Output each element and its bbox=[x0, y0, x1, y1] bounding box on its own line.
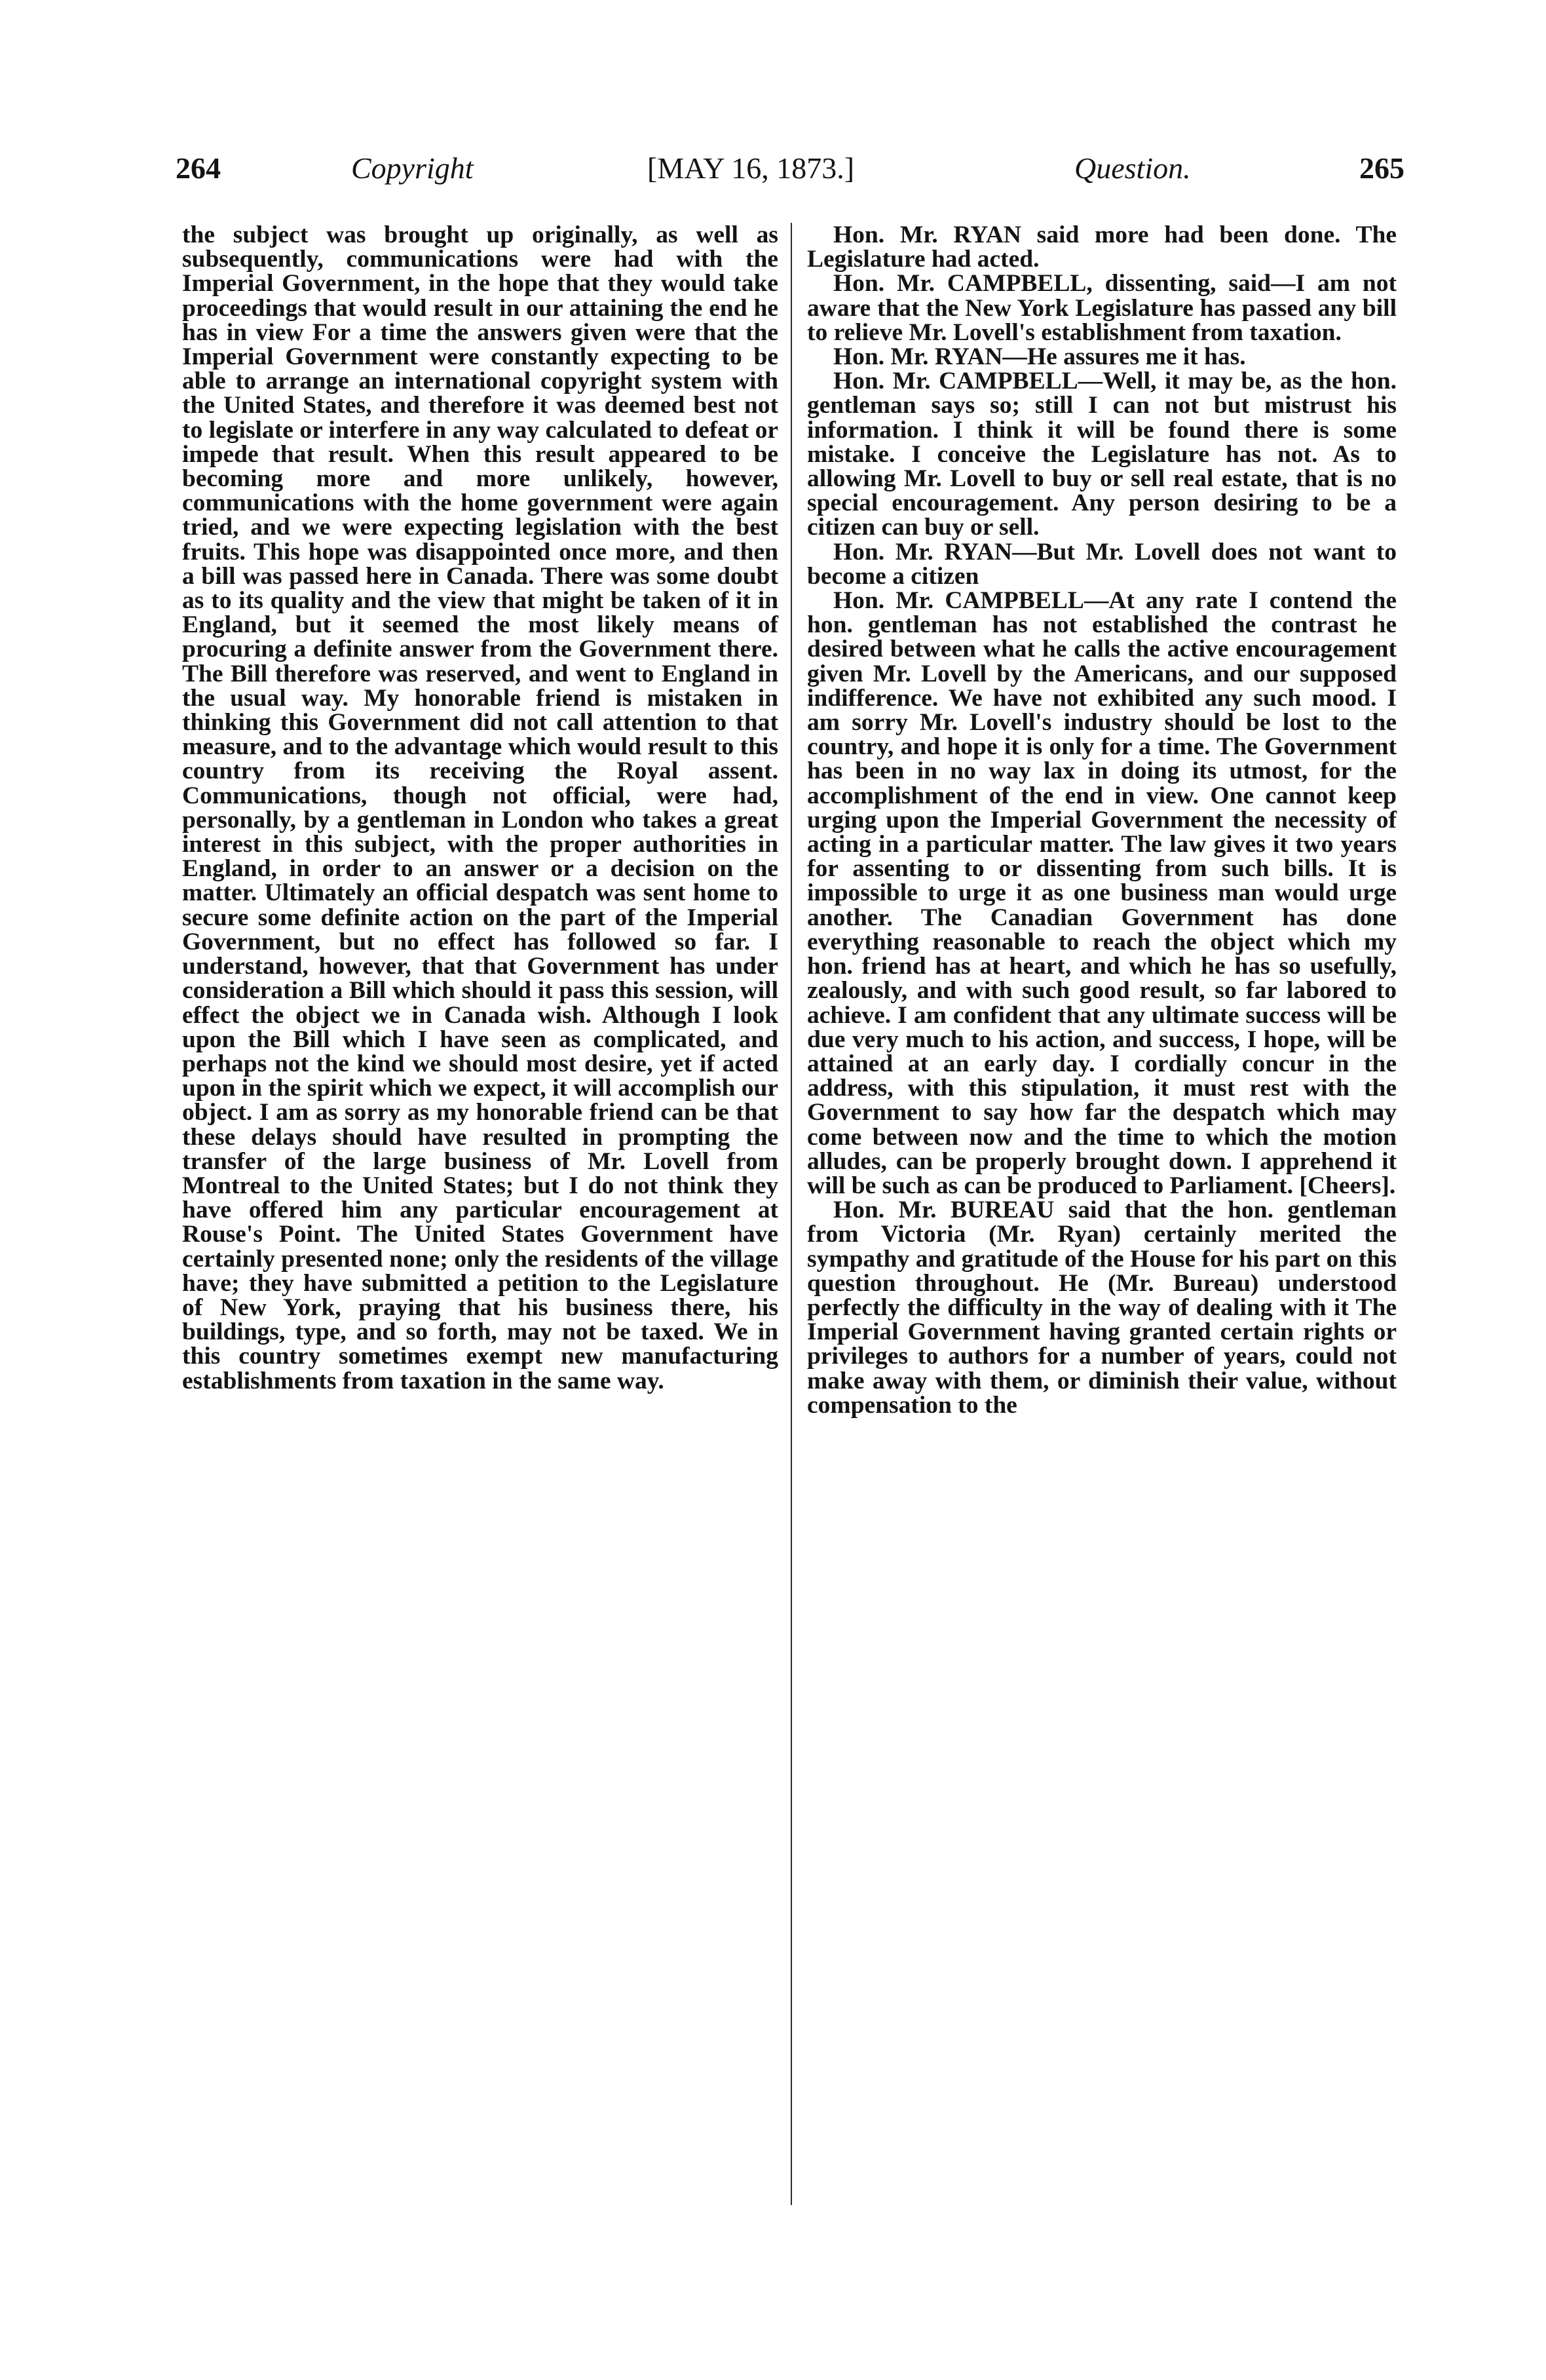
session-date: [MAY 16, 1873.] bbox=[647, 151, 855, 185]
body-paragraph: Hon. Mr. RYAN said more had been done. The Legislature had acted. bbox=[807, 221, 1397, 273]
body-paragraph: Hon. Mr. CAMPBELL—Well, it may be, as the hon. gentleman says so; still I can not but mistrust his information. I think it will be found there is some mistake. I conceive the Legislature has not. As to allowing Mr. Lovell to buy or sell real estate, that is no special encouragement. Any person desiring to be a citizen can buy or sell. bbox=[807, 368, 1397, 541]
column-divider bbox=[791, 223, 792, 2205]
body-paragraph: Hon. Mr. CAMPBELL—At any rate I contend the hon. gentleman has not established the contrast he desired between what he calls the active encouragement given Mr. Lovell by the Americans, and our supposed indifference. We have not exhibited any such mood. I am sorry Mr. Lovell's industry should be lost to the country, and hope it is only for a time. The Government has been in no way lax in doing its utmost, for the accomplishment of the end in view. One cannot keep urging upon the Imperial Government the necessity of acting in a particular matter. The law gives it two years for assenting to or dissenting from such bills. It is impossible to urge it as one business man would urge another. The Canadian Government has done everything reasonable to reach the object which my hon. friend has at heart, and which he has so usefully, zealously, and with such good result, so far labored to achieve. I am confident that any ultimate success will be due very much to his action, and success, I hope, will be attained at an early day. I cordially concur in the address, with this stipulation, it must rest with the Government to say how far the despatch which may come between now and the time to which the motion alludes, can be properly brought down. I apprehend it will be such as can be produced to Parliament. [Cheers]. bbox=[807, 587, 1397, 1199]
body-paragraph: Hon. Mr. BUREAU said that the hon. gentleman from Victoria (Mr. Ryan) certainly merited the sympathy and gratitude of the House for his part on this question throughout. He (Mr. Bureau) understood perfectly the difficulty in the way of dealing with it The Imperial Government having granted certain rights or privileges to authors for a number of years, could not make away with them, or diminish their value, without compensation to the bbox=[807, 1197, 1397, 1419]
body-paragraph: Hon. Mr. RYAN—But Mr. Lovell does not want to become a citizen bbox=[807, 538, 1397, 590]
right-column bbox=[807, 223, 1397, 1417]
left-column bbox=[182, 223, 778, 1393]
body-paragraph: Hon. Mr. CAMPBELL, dissenting, said—I am not aware that the New York Legislature has passed any bill to relieve Mr. Lovell's establishment from taxation. bbox=[807, 270, 1397, 346]
running-title-right: Question. bbox=[1074, 151, 1191, 185]
body-paragraph: Hon. Mr. RYAN—He assures me it has. bbox=[833, 343, 1246, 371]
running-title-left: Copyright bbox=[351, 151, 474, 185]
page-number-left: 264 bbox=[176, 151, 221, 185]
page-number-right: 265 bbox=[1359, 151, 1405, 185]
running-head bbox=[176, 145, 1405, 191]
body-paragraph: the subject was brought up originally, as well as subsequently, communications were had with the Imperial Government, in the hope that they would take proceedings that would result in our attaining the end he has in view For a time the answers given were that the Imperial Government were constantly expecting to be able to arrange an international copyright system with the United States, and therefore it was deemed best not to legislate or interfere in any way calculated to defeat or impede that result. When this result appeared to be becoming more and more unlikely, however, communications with the home government were again tried, and we were expecting legislation with the best fruits. This hope was disappointed once more, and then a bill was passed here in Canada. There was some doubt as to its quality and the view that might be taken of it in England, but it seemed the most likely means of procuring a definite answer from the Government there. The Bill therefore was reserved, and went to England in the usual way. My honorable friend is mistaken in thinking this Government did not call attention to that measure, and to the advantage which would result to this country from its receiving the Royal assent. Communications, though not official, were had, personally, by a gentleman in London who takes a great interest in this subject, with the proper authorities in England, in order to an answer or a decision on the matter. Ultimately an official despatch was sent home to secure some definite action on the part of the Imperial Government, but no effect has followed so far. I understand, however, that that Government has under consideration a Bill which should it pass this session, will effect the object we in Canada wish. Although I look upon the Bill which I have seen as complicated, and perhaps not the kind we should most desire, yet if acted upon in the spirit which we expect, it will accomplish our object. I am as sorry as my honorable friend can be that these delays should have resulted in prompting the transfer of the large business of Mr. Lovell from Montreal to the United States; but I do not think they have offered him any particular encouragement at Rouse's Point. The United States Government have certainly presented none; only the residents of the village have; they have submitted a petition to the Legislature of New York, praying that his business there, his buildings, type, and so forth, may not be taxed. We in this country sometimes exempt new manufacturing establishments from taxation in the same way. bbox=[182, 221, 778, 1394]
